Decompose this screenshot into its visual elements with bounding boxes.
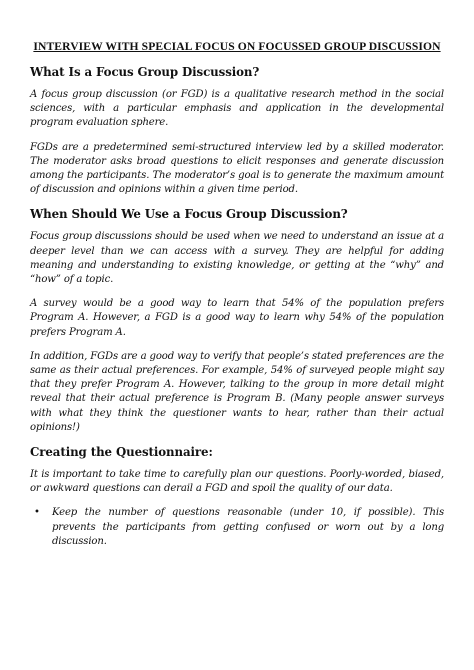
paragraph: FGDs are a predetermined semi-structured interview led by a skilled moderator. The moderator asks broad questions to elicit responses and generate discussion among the participants. The moderator’s goal is to generate the maximum amount of discussion and opinions within a given time period. (30, 141, 444, 196)
list-item-text: Keep the number of questions reasonable (under 10, if possible). This prevents the participants from getting confused or worn out by a long discussion. (52, 507, 444, 547)
section-heading: Creating the Questionnaire: (30, 445, 213, 460)
document-title: INTERVIEW WITH SPECIAL FOCUS ON FOCUSSED GROUP DISCUSSION (33, 40, 441, 53)
section-what-is-fgd (30, 65, 444, 197)
paragraph: In addition, FGDs are a good way to verify that people’s stated preferences are the same as their actual preferences. For example, 54% of surveyed people might say that they prefer Program A. However, talking to the group in more detail might reveal that their actual preference is Program B. (Many people answer surveys with what they think the questioner wants to hear, rather than their actual opinions!) (30, 350, 444, 433)
paragraph: It is important to take time to carefully plan our questions. Poorly-worded, biased, or awkward questions can derail a FGD and spoil the quality of our data. (30, 469, 444, 495)
bullet-icon: • (34, 507, 40, 519)
section-creating-questionnaire (30, 445, 444, 549)
paragraph: Focus group discussions should be used when we need to understand an issue at a deeper level than we can access with a survey. They are helpful for adding meaning and understanding to existing knowledge, or getting at the “why” and “how” of a topic. (30, 231, 444, 286)
paragraph: A focus group discussion (or FGD) is a qualitative research method in the social sciences, with a particular emphasis and application in the developmental program evaluation sphere. (30, 89, 444, 129)
list-item (30, 506, 444, 549)
section-heading: When Should We Use a Focus Group Discussion? (30, 207, 348, 222)
section-when-to-use-fgd (30, 207, 444, 435)
section-heading: What Is a Focus Group Discussion? (30, 65, 260, 79)
paragraph: A survey would be a good way to learn that 54% of the population prefers Program A. However, a FGD is a good way to learn why 54% of the population prefers Program A. (30, 298, 444, 338)
bullet-list (30, 506, 444, 549)
